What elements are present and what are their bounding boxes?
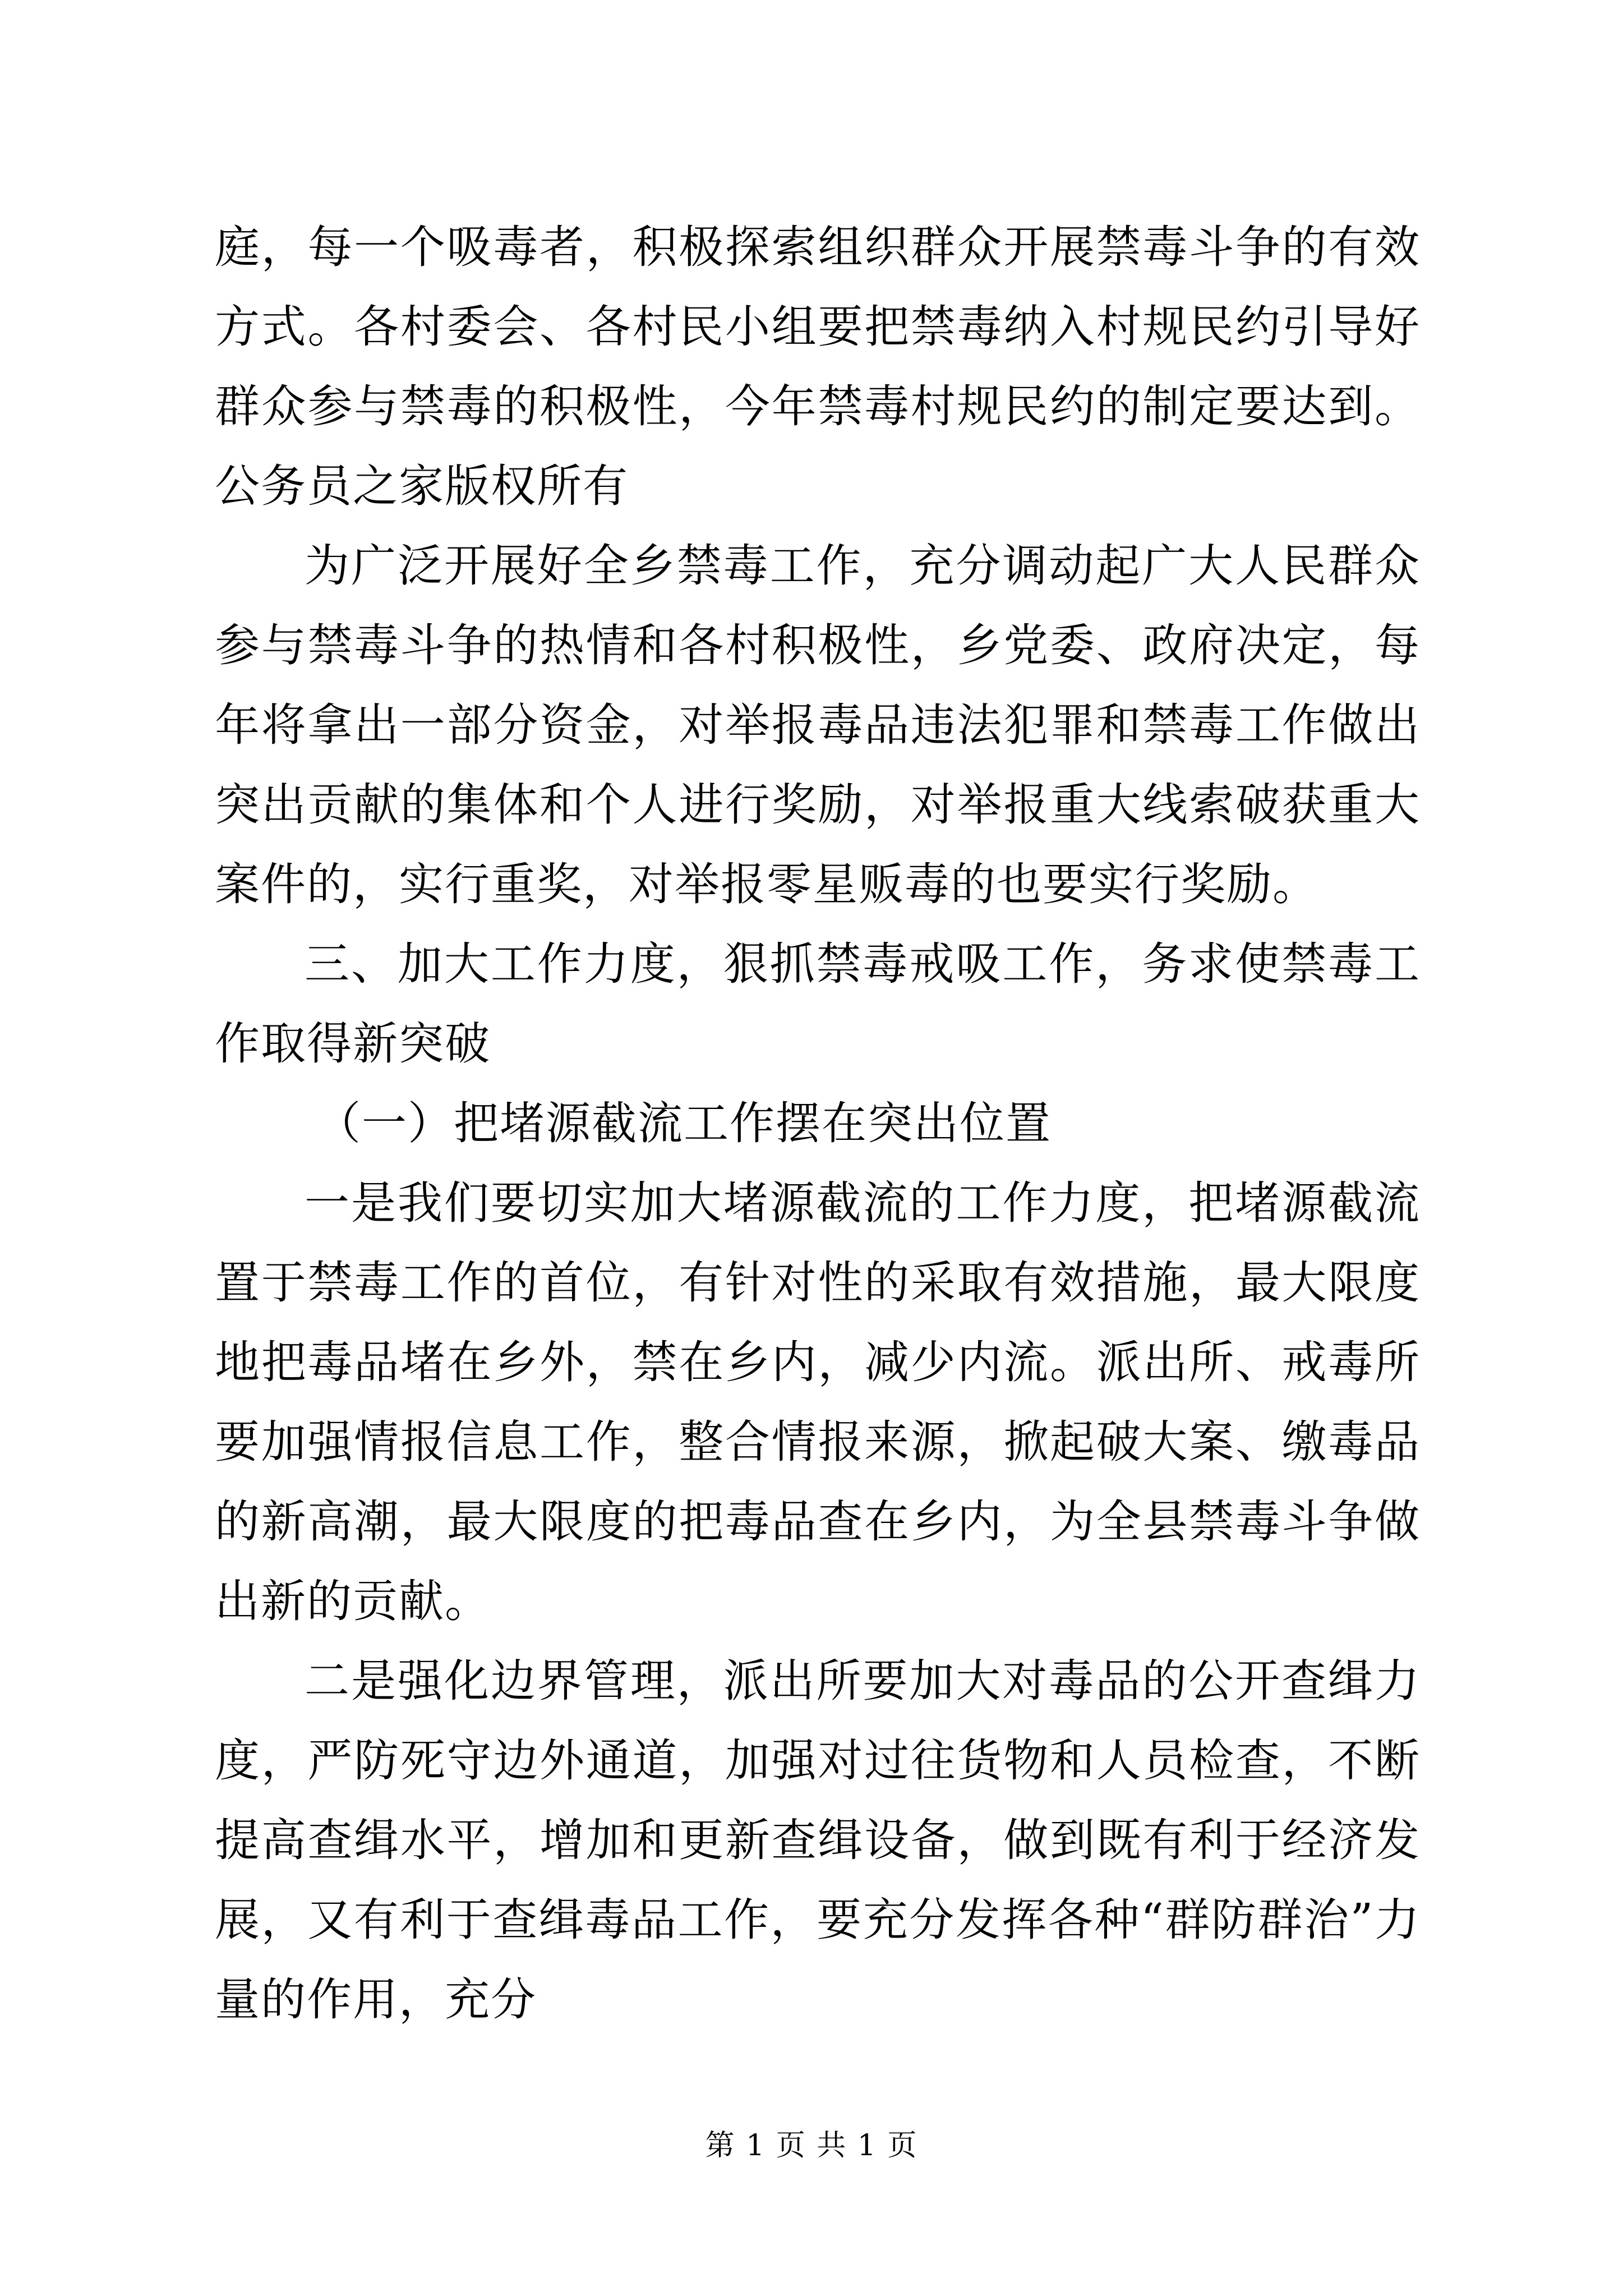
section-heading-three: 三、加大工作力度，狠抓禁毒戒吸工作，务求使禁毒工作取得新突破 [215,938,1421,1070]
paragraph-continued: 庭，每一个吸毒者，积极探索组织群众开展禁毒斗争的有效方式。各村委会、各村民小组要把禁毒纳入村规民约引导好群众参与禁毒的积极性，今年禁毒村规民约的制定要达到。公务员之家版权所有 [215,221,1421,512]
subsection-heading-one: （一）把堵源截流工作摆在突出位置 [316,1097,1052,1149]
page-footer: 第 1 页 共 1 页 [705,2129,918,2162]
paragraph-point-one: 一是我们要切实加大堵源截流的工作力度，把堵源截流置于禁毒工作的首位，有针对性的采取有效措施，最大限度地把毒品堵在乡外，禁在乡内，减少内流。派出所、戒毒所要加强情报信息工作，整合情报来源，掀起破大案、缴毒品的新高潮，最大限度的把毒品查在乡内，为全县禁毒斗争做出新的贡献。 [215,1177,1421,1627]
paragraph-reward-funding: 为广泛开展好全乡禁毒工作，充分调动起广大人民群众参与禁毒斗争的热情和各村积极性，乡党委、政府决定，每年将拿出一部分资金，对举报毒品违法犯罪和禁毒工作做出突出贡献的集体和个人进行奖励，对举报重大线索破获重大案件的，实行重奖，对举报零星贩毒的也要实行奖励。 [215,540,1421,910]
document-body [215,208,1421,2040]
paragraph-point-two: 二是强化边界管理，派出所要加大对毒品的公开查缉力度，严防死守边外通道，加强对过往货物和人员检查，不断提高查缉水平，增加和更新查缉设备，做到既有利于经济发展，又有利于查缉毒品工作，要充分发挥各种“群防群治”力量的作用，充分 [215,1655,1421,2026]
